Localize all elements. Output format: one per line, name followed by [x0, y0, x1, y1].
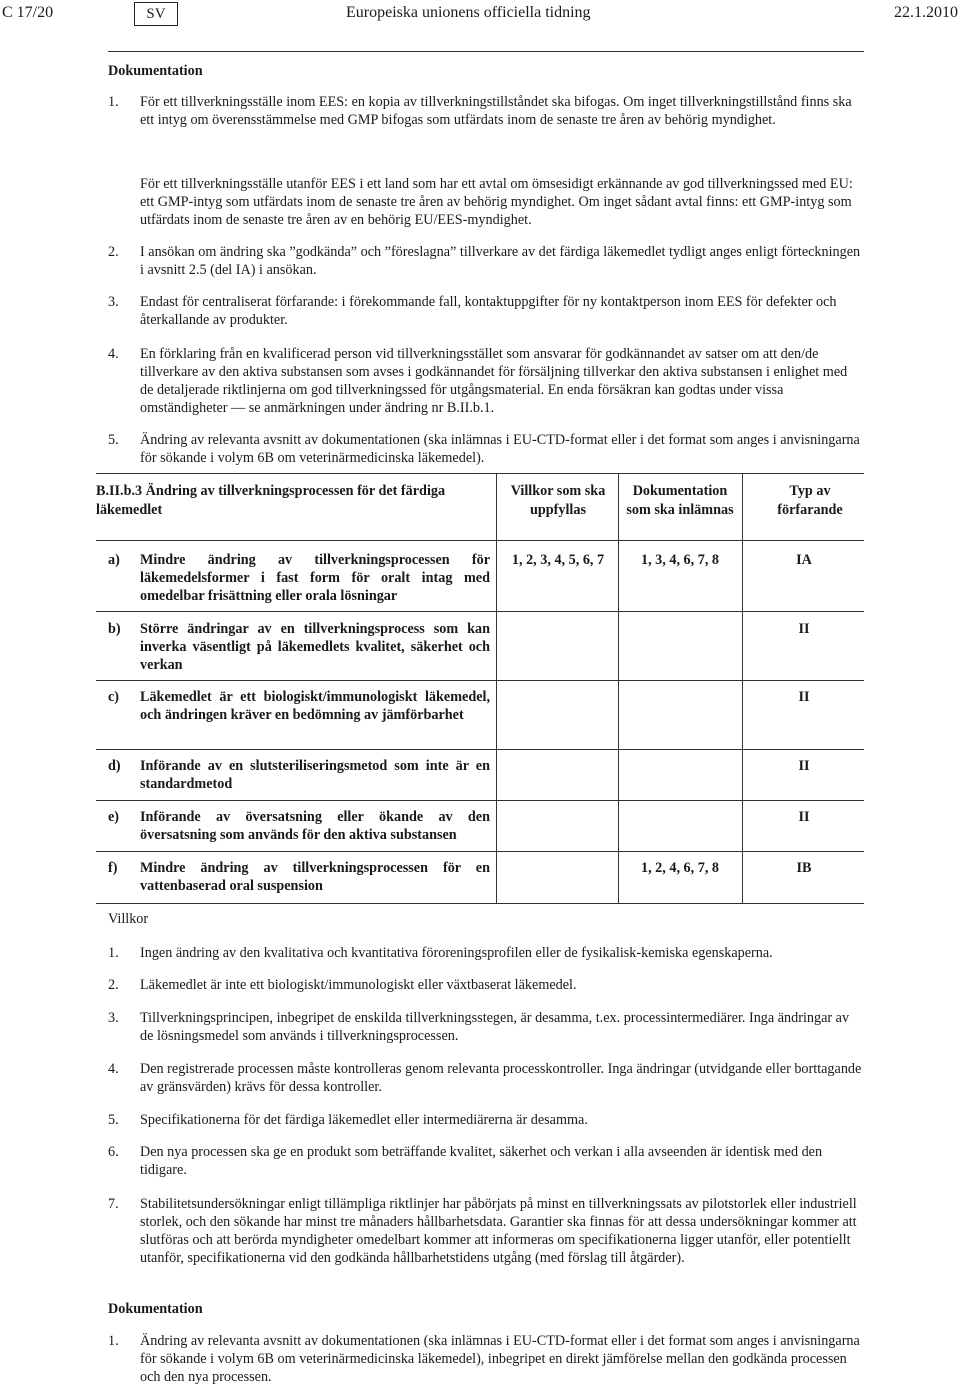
item-text: Ingen ändring av den kvalitativa och kvantitativa föroreningsprofilen eller de fysikalisk-kemiska egenskaperna.: [140, 945, 773, 961]
item-number: 2.: [108, 244, 119, 260]
row-letter: e): [108, 809, 120, 825]
item-text: För ett tillverkningsställe inom EES: en kopia av tillverkningstillståndet ska bifogas. Om inget tillverkningstillstånd finns ska ett intyg om överensstämmelse med GMP bifogas som utfärdats inom de senaste tre åren av behörig myndighet.: [140, 94, 852, 128]
column-divider: [496, 474, 497, 904]
row-letter: b): [108, 621, 121, 637]
item-text: Ändring av relevanta avsnitt av dokumentationen (ska inlämnas i EU-CTD-format eller i det format som anges i anvisningarna för sökande i volym 6B om veterinärmedicinska läkemedel).: [140, 432, 860, 466]
row-docs: 1, 3, 4, 6, 7, 8: [640, 552, 720, 568]
row-description: Mindre ändring av tillverkningsprocessen för en vattenbaserad oral suspension: [140, 860, 490, 894]
row-letter: f): [108, 860, 118, 876]
row-letter: d): [108, 758, 121, 774]
item-text: Stabilitetsundersökningar enligt tillämpliga riktlinjer har påbörjats på minst en tillverkningssats av pilotstorlek eller industriell storlek, och den sökande har minst tre månaders hållbarhetsdata. Garantier ska finnas för att dessa undersökningar kommer att slutföras och att berörda myndigheter omedelbart kommer att informeras om specifikationerna ligger utanför, eller potentiellt utanför, specifikationerna vid den godkända hållbarhetstidens utgång (med förslag till åtgärder).: [140, 1196, 857, 1266]
item-number: 4.: [108, 1061, 119, 1077]
item-number: 7.: [108, 1196, 119, 1212]
section-heading-dokumentation: Dokumentation: [108, 1301, 203, 1317]
col-header-docs: Dokumentation som ska inlämnas: [626, 483, 734, 518]
row-docs: 1, 2, 4, 6, 7, 8: [640, 860, 720, 876]
row-description: Större ändringar av en tillverkningsprocess som kan inverka väsentligt på läkemedlets kvalitet, säkerhet och verkan: [140, 621, 490, 673]
row-letter: c): [108, 689, 120, 705]
table-rule: [96, 800, 864, 801]
item-number: 6.: [108, 1144, 119, 1160]
col-header-type: Typ av förfarande: [777, 483, 843, 518]
journal-title: Europeiska unionens officiella tidning: [346, 4, 591, 21]
row-type: II: [798, 809, 810, 825]
section-heading-villkor: Villkor: [108, 911, 149, 927]
column-divider: [742, 474, 743, 904]
publication-date: 22.1.2010: [894, 4, 958, 21]
row-type: IB: [796, 860, 812, 876]
page-reference: C 17/20: [2, 4, 54, 21]
table-rule: [96, 540, 864, 541]
table-rule: [96, 473, 864, 474]
table-rule: [96, 851, 864, 852]
column-divider: [618, 474, 619, 904]
col-header-conditions: Villkor som ska uppfyllas: [510, 483, 606, 518]
page-header: [0, 0, 960, 30]
item-number: 3.: [108, 1010, 119, 1026]
row-type: II: [798, 621, 810, 637]
table-rule: [96, 749, 864, 750]
language-badge: SV: [134, 2, 178, 26]
header-rule: [108, 51, 864, 52]
item-number: 5.: [108, 1112, 119, 1128]
item-number: 3.: [108, 294, 119, 310]
item-number: 1.: [108, 94, 119, 110]
item-number: 5.: [108, 432, 119, 448]
item-text: Ändring av relevanta avsnitt av dokumentationen (ska inlämnas i EU-CTD-format eller i det format som anges i anvisningarna för sökande i volym 6B om veterinärmedicinska läkemedel), inbegripet en direkt jämförelse mellan den godkända processen och den nya processen.: [140, 1333, 860, 1385]
table-rule: [96, 903, 864, 904]
item-text: För ett tillverkningsställe utanför EES i ett land som har ett avtal om ömsesidigt erkännande av god tillverkningssed med EU: ett GMP-intyg som utfärdats inom de senaste tre åren av behörig myndighet. Om inget sådant avtal finns: ett GMP-intyg som utfärdats inom de senaste tre åren av en behörig EU/EES-myndighet.: [140, 176, 853, 228]
item-number: 2.: [108, 977, 119, 993]
item-text: I ansökan om ändring ska ”godkända” och ”föreslagna” tillverkare av det färdiga läkemedlet tydligt anges enligt förteckningen i avsnitt 2.5 (del IA) i ansökan.: [140, 244, 861, 278]
row-description: Införande av en slutsteriliseringsmetod som inte är en standardmetod: [140, 758, 490, 792]
item-text: En förklaring från en kvalificerad person vid tillverkningsstället som ansvarar för godkännandet av satser om att den/de tillverkare av den aktiva substansen som avses i godkännandet för försäljning tillverkar den aktiva substansen i enlighet med de detaljerade riktlinjerna om god tillverkningssed för utgångsmaterial. En enda försäkran kan godtas under vissa omständigheter — se anmärkningen under ändring nr B.II.b.1.: [140, 346, 848, 416]
row-conditions: 1, 2, 3, 4, 5, 6, 7: [511, 552, 605, 568]
row-type: II: [798, 689, 810, 705]
row-description: Mindre ändring av tillverkningsprocessen för läkemedelsformer i fast form för oralt intag med omedelbar frisättning eller orala lösningar: [140, 552, 490, 604]
section-heading-dokumentation: Dokumentation: [108, 63, 203, 79]
table-rule: [96, 611, 864, 612]
item-text: Specifikationerna för det färdiga läkemedlet eller intermediärerna är desamma.: [140, 1112, 588, 1128]
row-letter: a): [108, 552, 120, 568]
item-text: Den registrerade processen måste kontrolleras genom relevanta processkontroller. Inga ändringar (utvidgande eller borttagande av gränsvärden) krävs för dessa kontroller.: [140, 1061, 862, 1095]
row-type: II: [798, 758, 810, 774]
table-title: B.II.b.3 Ändring av tillverkningsprocessen för det färdiga läkemedlet: [96, 483, 446, 518]
row-description: Läkemedlet är ett biologiskt/immunologiskt läkemedel, och ändringen kräver en bedömning av jämförbarhet: [140, 689, 490, 723]
item-text: Endast för centraliserat förfarande: i förekommande fall, kontaktuppgifter för ny kontaktperson inom EES för defekter och återkallande av produkter.: [140, 294, 837, 328]
item-number: 1.: [108, 1333, 119, 1349]
row-type: IA: [796, 552, 812, 568]
item-number: 1.: [108, 945, 119, 961]
item-number: 4.: [108, 346, 119, 362]
item-text: Läkemedlet är inte ett biologiskt/immunologiskt eller växtbaserat läkemedel.: [140, 977, 577, 993]
item-text: Tillverkningsprincipen, inbegripet de enskilda tillverkningsstegen, är desamma, t.ex. processintermediärer. Inga ändringar av de lösningsmedel som används i tillverkningsprocessen.: [140, 1010, 850, 1044]
table-rule: [96, 680, 864, 681]
item-text: Den nya processen ska ge en produkt som beträffande kvalitet, säkerhet och verkan i alla avseenden är identisk med den tidigare.: [140, 1144, 823, 1178]
row-description: Införande av översatsning eller ökande av den översatsning som används för den aktiva substansen: [140, 809, 490, 843]
